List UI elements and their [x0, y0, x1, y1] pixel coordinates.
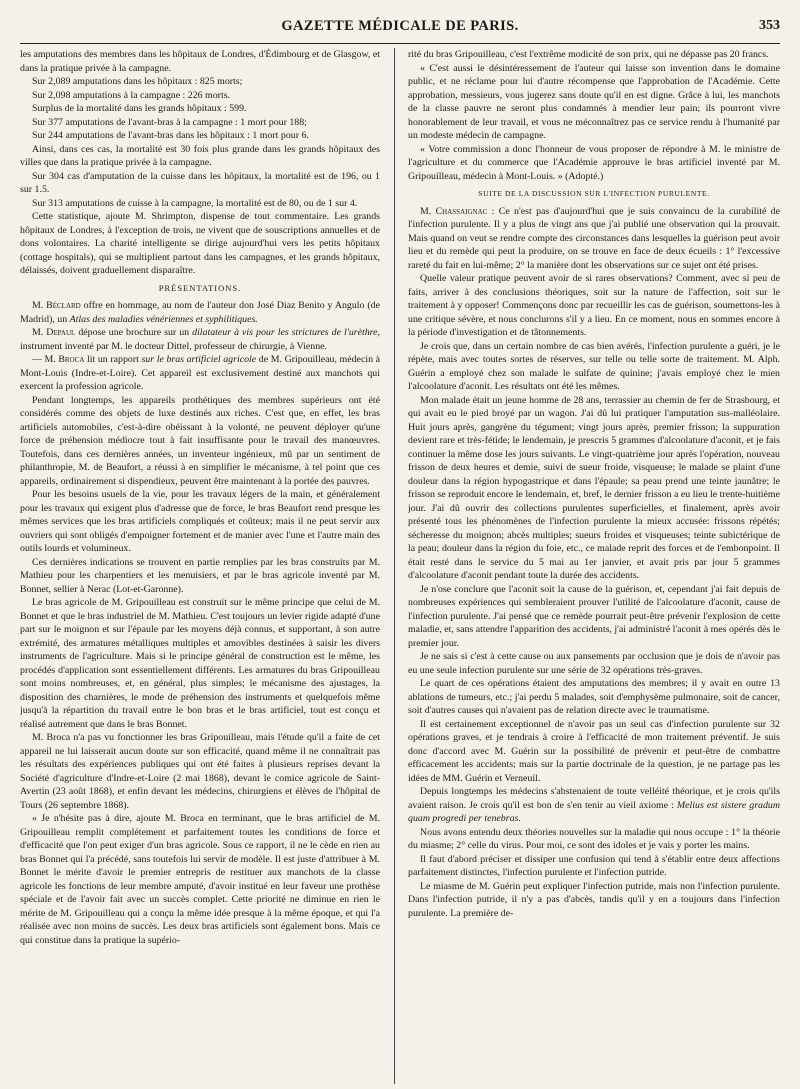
header-rule: [20, 43, 780, 44]
speaker-name: — M. Broca: [32, 354, 85, 365]
section-heading: SUITE DE LA DISCUSSION SUR L'INFECTION PURULENTE.: [478, 189, 710, 198]
paragraph: Je crois que, dans un certain nombre de cas bien avérés, l'infection purulente a guéri, je le répète, mais avec toutes sortes de réserves, sur telle ou telle sorte de traitement. M. Alph. Guérin a employé chez son malade le sulfate de quinine; j'avais employé chez le mien l'alcoolature d'aconit. Les résultats ont été les mêmes.: [408, 340, 780, 392]
paragraph: [20, 353, 380, 394]
speaker-name: M. Béclard: [32, 300, 81, 311]
paragraph: les amputations des membres dans les hôpitaux de Londres, d'Édimbourg et de Glasgow, et dans la pratique privée à la campagne.: [20, 49, 380, 74]
paragraph: [20, 299, 380, 326]
paragraph: [408, 205, 780, 273]
paragraph: Il est certainement exceptionnel de n'avoir pas un seul cas d'infection purulente sur 32 opérations graves, et je tendrais à croire à l'efficacité de mon traitement préventif. Je suis donc d'accord avec M. Guérin sur la possibilité de prévenir et peut-être de combattre efficacement les accidents; mais sur la partie doctrinale de la question, je ne partage pas les idées de MM. Guérin et Verneuil.: [408, 718, 780, 784]
page-title: GAZETTE MÉDICALE DE PARIS.: [281, 18, 519, 34]
work-title: dilatateur à vis pour les strictures de l'urèthre,: [192, 327, 380, 338]
paragraph: Pendant longtemps, les appareils prothétiques des membres supérieurs ont été considérés comme des objets de luxe destinés aux riches. C'est que, en effet, les bras artificiels automobiles, c'est-à-dire obéissant à la volonté, ne peuvent déployer qu'une force de préhension médiocre tout à fait insuffisante pour le travail des manœuvres. Toutefois, dans ces dernières années, un inventeur ingénieux, mû par un sentiment de philanthropie, M. de Beaufort, a réussi à en simplifier le mécanisme, à tel point que ces appareils, ordinairement si dispendieux, peuvent être maintenant à la portée des pauvres.: [20, 394, 380, 487]
paragraph: Je n'ose conclure que l'aconit soit la cause de la guérison, et, cependant j'ai fait depuis de nombreuses expériences qui sembleraient prouver l'utilité de l'alcoolature d'aconit, cause de l'infection purulente. J'ai pensé que ce remède pourrait peut-être prévenir l'explosion de cette maladie, et, sans attendre l'apparition des accidents, j'ai administré l'aconit à mes opérés dès le premier jour.: [408, 583, 780, 649]
right-column: [408, 48, 780, 1086]
paragraph: Sur 244 amputations de l'avant-bras dans les hôpitaux : 1 mort pour 6.: [32, 130, 309, 141]
page-number: 353: [759, 18, 780, 33]
paragraph: M. Broca n'a pas vu fonctionner les bras Gripouilleau, mais l'étude qu'il a faite de cet appareil ne lui laisserait aucun doute sur son efficacité, quand même il ne connaîtrait pas les résultats des expériences publiques qui ont été faites à plusieurs reprises devant la Société d'agriculture d'Indre-et-Loire (2 mai 1868), devant le comice agricole de Saint-Avertin (23 août 1868), et enfin devant les médecins, chirurgiens et élèves de l'hôpital de Tours (26 septembre 1868).: [20, 732, 380, 811]
paragraph: Le miasme de M. Guérin peut expliquer l'infection putride, mais non l'infection purulente. Dans l'infection putride, il n'y a pas d'abcès, tandis qu'il y en a toujours dans l'infection purulente. La première de-: [408, 880, 780, 919]
paragraph-text: dépose une brochure sur un: [75, 327, 193, 338]
latin-quote: Melius est sistere gradum quam progredi per tenebras.: [408, 799, 780, 824]
paragraph: Ainsi, dans ces cas, la mortalité est 30 fois plus grande dans les grands hôpitaux des villes que dans la pratique privée à la campagne.: [20, 143, 380, 168]
paragraph: Il faut d'abord préciser et dissiper une confusion qui tend à s'établir entre deux affections parfaitement distinctes, l'infection purulente et l'infection putride.: [408, 853, 780, 878]
work-title: sur le bras artificiel agricole: [141, 354, 257, 365]
paragraph: Pour les besoins usuels de la vie, pour les travaux légers de la main, et généralement pour les travaux qui exigent plus d'adresse que de force, le bras Beaufort rend presque les mêmes services que les bras artificiels compliqués et coûteux; mais il ne peut servir aux ouvriers qui sont obligés d'empoigner fortement et de manier avec l'une et l'autre main des outils lourds et volumineux.: [20, 489, 380, 554]
paragraph: Le quart de ces opérations étaient des amputations des membres; il y avait en outre 13 ablations de tumeurs, etc.; j'ai perdu 5 malades, soit d'emphysème pulmonaire, soit de cancer, soit d'autres causes qui n'avaient pas de relation directe avec le traumatisme.: [408, 678, 780, 716]
paragraph: Quelle valeur pratique peuvent avoir de si rares observations? Comment, avec si peu de faits, arriver à des conclusions théoriques, soit sur la nature de l'affection, soit sur le traitement à y opposer! Commençons donc par recueillir les cas de guérison, soumettons-les à une critique sévère, et nous conclurons s'il y a lieu. En ce moment, nous en sommes encore à la période d'investigation et de tâtonnements.: [408, 273, 780, 338]
paragraph: [20, 326, 380, 353]
paragraph: Sur 2,089 amputations dans les hôpitaux : 825 morts;: [32, 76, 243, 87]
paragraph-text: instrument inventé par M. le docteur Dittel, professeur de chirurgie, à Vienne.: [20, 340, 327, 352]
paragraph: [408, 785, 780, 826]
paragraph: « C'est aussi le désintéressement de l'auteur qui laisse son invention dans le domaine public, et ne réclame pour lui d'autre récompense que l'approbation de l'Académie. Cette approbation, messieurs, vous jugerez sans doute qu'il en est digne. Grâce à lui, les manchots de la classe pauvre ne seront plus condamnés à mendier leur pain; ils pourront vivre honorablement de leur travail, et vous ne méconnaîtrez pas ce service rendu à l'humanité par un modeste médecin de campagne.: [408, 62, 780, 141]
paragraph: Sur 304 cas d'amputation de la cuisse dans les hôpitaux, la mortalité est de 196, ou 1 sur 1.5.: [20, 170, 380, 195]
section-heading: PRÉSENTATIONS.: [158, 282, 242, 293]
work-title: Atlas des maladies vénériennes et syphilitiques.: [69, 313, 258, 325]
paragraph: Je ne sais si c'est à cette cause ou aux pansements par occlusion que je dois de n'avoir pas eu une seule infection purulente sur une série de 32 opérations très-graves.: [408, 651, 780, 676]
page-header: [20, 18, 780, 40]
paragraph: Sur 377 amputations de l'avant-bras à la campagne : 1 mort pour 188;: [32, 116, 307, 128]
paragraph: Surplus de la mortalité dans les grands hôpitaux : 599.: [32, 103, 247, 114]
paragraph-text: offre en hommage, au nom de l'auteur don José Diaz Benito y Angulo (de Madrid), un: [20, 300, 380, 325]
left-column: [20, 48, 380, 1086]
speaker-name: M. Depaul: [32, 327, 76, 338]
paragraph: Nous avons entendu deux théories nouvelles sur la maladie qui nous occupe : 1° la théorie du miasme; 2° celle du virus. Pour moi, ce sont des idoles et je vais y porter les mains.: [408, 826, 780, 851]
paragraph: « Je n'hésite pas à dire, ajoute M. Broca en terminant, que le bras artificiel de M. Gripouilleau remplit complétement et parfaitement toutes les conditions de force et d'efficacité que l'on peut exiger d'un bras agricole. Sous ce rapport, il ne le cède en rien au bras Bonnet qui l'a précédé, sans toutefois lui servir de modèle. Il est juste d'attribuer à M. Bonnet le mérite d'avoir le premier entrepris de restituer aux manchots de la classe agricole les fonctions de leur membre amputé, d'avoir institué en leur faveur une prothèse spéciale et de l'avoir fait avec un succès complet. Cette priorité ne diminue en rien le mérite de M. Gripouilleau qui a conçu la même idée presque à la même époque, et qui l'a réalisée avec non moins de succès. Les deux bras artificiels sont également bons. Mais ce qui constitue dans la pratique la supério-: [20, 813, 380, 946]
paragraph-text: Depuis longtemps les médecins s'abstenaient de toute velléité théorique, et je crois qu'ils avaient raison. Je crois qu'il est bon de s'en tenir au vieil axiome :: [408, 786, 780, 811]
speaker-name: M. Chassaignac: [420, 205, 488, 217]
column-divider: [394, 48, 395, 1084]
paragraph: Sur 313 amputations de cuisse à la campagne, la mortalité est de 80, ou de 1 sur 4.: [32, 197, 358, 209]
paragraph: « Votre commission a donc l'honneur de vous proposer de répondre à M. le ministre de l'agriculture et du commerce que l'Académie approuve le bras artificiel inventé par M. Gripouilleau, médecin à Mont-Louis. » (Adopté.): [408, 143, 780, 182]
paragraph: Le bras agricole de M. Gripouilleau est construit sur le même principe que celui de M. Bonnet et que le bras industriel de M. Mathieu. C'est toujours un levier rigide adapté d'une part sur le moignon et sur l'épaule par les moyens déjà connus, et supportant, à son autre extrémité, des armatures métalliques multiples et amovibles destinées à saisir les divers instruments de l'agriculture. Mais si le principe général de construction est le même, les procédés d'application sont essentiellement différents. Les armatures du bras Gripouilleau sont moins nombreuses, et, en général, plus simples; le mécanisme des ajustages, la disposition des charnières, le mode de préhension des instruments et quelquefois même jusqu'à la répartition du travail entre le bon bras et le bras artificiel, tout est conçu et réalisé autrement que dans le bras Bonnet.: [20, 597, 380, 730]
paragraph: rité du bras Gripouilleau, c'est l'extrême modicité de son prix, qui ne dépasse pas 20 francs.: [408, 49, 769, 60]
paragraph: Sur 2,098 amputations à la campagne : 226 morts.: [32, 89, 231, 101]
paragraph: Cette statistique, ajoute M. Shrimpton, dispense de tout commentaire. Les grands hôpitaux de Londres, à l'exception de trois, ne vivent que de souscriptions annuelles et de dons volontaires. La charité intelligente se dirige aujourd'hui vers les petits hôpitaux (cottage hospitals), qui se multiplient partout dans les campagnes, et les grands hôpitaux, délaissés, doivent graduellement disparaître.: [20, 211, 380, 276]
paragraph-text: : Ce n'est pas d'aujourd'hui que je suis convaincu de la curabilité de l'infection purulente. Il y a plus de vingt ans que j'ai publié une observation qui la prouvait. Mais quand on veut se rendre compte des circonstances dans lesquelles la guérison peut avoir lieu et du remède qui peut la produire, on se trouve en face de deux écueils : 1° l'excessive rareté du fait en lui-même; 2° la manière dont les observations sur ce sujet ont été prises.: [408, 205, 780, 271]
paragraph-text: de M. Gripouilleau, médecin à Mont-Louis (Indre-et-Loire). Cet appareil est exclusivement destiné aux manchots qui exercent la profession agricole.: [20, 354, 380, 392]
paragraph-text: lit un rapport: [84, 354, 142, 365]
paragraph: Mon malade était un jeune homme de 28 ans, terrassier au chemin de fer de Strasbourg, et qui avait eu le pied broyé par un wagon. J'ai dû lui pratiquer l'amputation sus-malléolaire. Huit jours après, gangrène du tégument; vingt jours après, premier frisson; la suppuration devient rare et très-fétide; le lendemain, je prescris 5 grammes d'alcoolature d'aconit, et je fais continuer la même dose les jours suivants. Le vingt-quatrième jour après l'opération, nouveau frisson de deux heures et demie, suivi de sueur froide, visqueuse; le malade se plaint d'une douleur dans la région hypogastrique et dans l'épaule; sa peau prend une teinte jaunâtre; le frisson se reproduit encore le lendemain, et, bref, le dernier frisson a eu lieu le trente-huitième jour. J'ai dû ouvrir des collections purulentes superficielles, et finalement, après avoir présenté tous les phénomènes de l'infection purulente la mieux accusée: frissons répétés; sécheresse du moignon; abcès multiples; sueurs froides et visqueuses; teinte subictérique de la peau; douleur dans la région du foie, etc., ce malade reprit des forces et de l'embonpoint. Il était resté dans le service du 5 mai au 1er janvier, et avait pris par jour 5 grammes d'alcoolature d'aconit pendant toute la durée des accidents.: [408, 394, 780, 581]
paragraph: Ces dernières indications se trouvent en partie remplies par les bras construits par M. Mathieu pour les charpentiers et les menuisiers, et par le bras agricole inventé par M. Bonnet, sellier à Nerac (Lot-et-Garonne).: [20, 556, 380, 595]
